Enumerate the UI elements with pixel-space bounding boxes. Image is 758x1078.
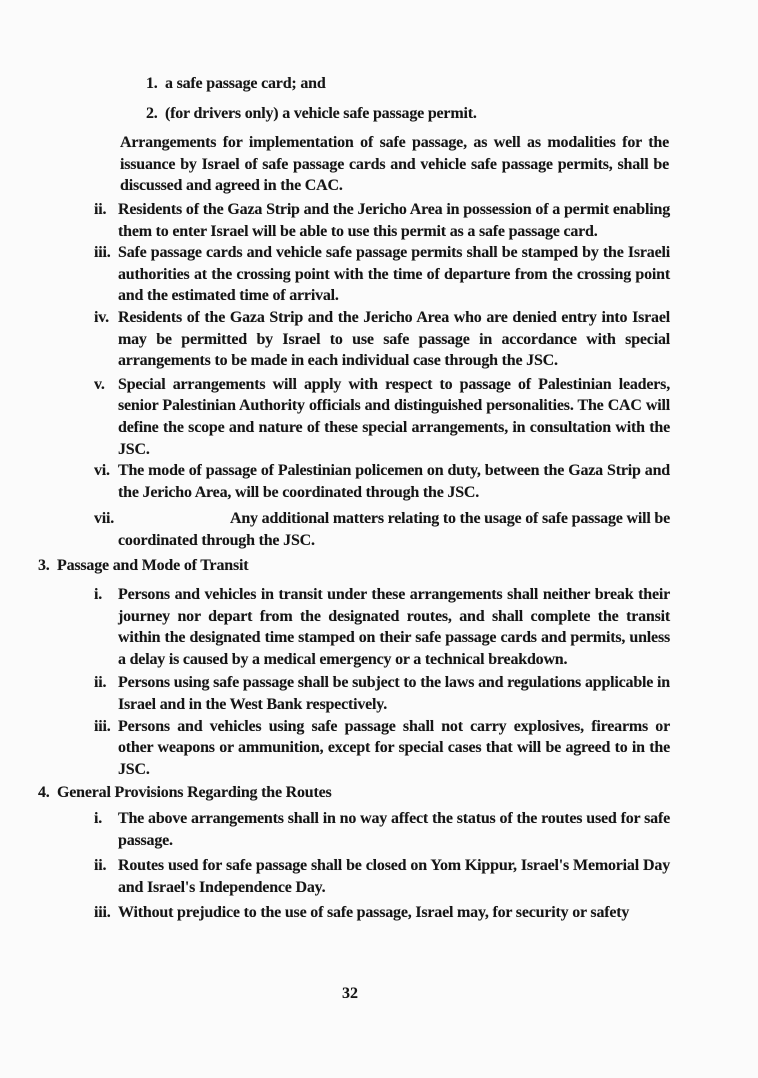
section-3-heading bbox=[38, 555, 758, 577]
list-marker: iii. bbox=[94, 244, 111, 262]
numbered-item-text: (for drivers only) a vehicle safe passage permit. bbox=[165, 104, 477, 122]
list-marker: i. bbox=[94, 586, 103, 604]
list-marker: iii. bbox=[94, 904, 111, 922]
roman-item-vi bbox=[94, 460, 670, 503]
roman-item-text: The mode of passage of Palestinian policemen on duty, between the Gaza Strip and the Jericho Area, will be coordinated through the JSC. bbox=[118, 462, 670, 501]
roman-item-text: Any additional matters relating to the usage of safe passage will be coordinated through the JSC. bbox=[118, 510, 670, 549]
roman-item-text: Persons and vehicles in transit under these arrangements shall neither break their journey nor depart from the designated routes, and shall complete the transit within the designated time stamped on their safe passage cards and permits, unless a delay is caused by a medical emergency or a technical breakdown. bbox=[118, 586, 670, 668]
list-marker: vi. bbox=[94, 462, 110, 480]
section-3-item-iii bbox=[94, 716, 670, 781]
list-marker: iii. bbox=[94, 717, 111, 735]
list-marker: iv. bbox=[94, 308, 109, 326]
roman-item-text: Routes used for safe passage shall be closed on Yom Kippur, Israel's Memorial Day and Israel's Independence Day. bbox=[118, 857, 670, 896]
section-3-item-ii bbox=[94, 672, 670, 715]
roman-item-vii bbox=[94, 508, 670, 551]
section-marker: 3. bbox=[38, 557, 50, 575]
numbered-item-text: a safe passage card; and bbox=[165, 75, 326, 92]
list-marker: 2. bbox=[146, 104, 158, 122]
section-3-item-i bbox=[94, 584, 670, 670]
roman-item-iii bbox=[94, 242, 670, 307]
section-marker: 4. bbox=[38, 784, 50, 802]
roman-item-ii bbox=[94, 199, 670, 242]
list-marker: i. bbox=[94, 810, 103, 827]
list-marker: 1. bbox=[146, 75, 158, 92]
section-4-item-ii bbox=[94, 855, 670, 898]
numbered-item-2 bbox=[146, 103, 635, 125]
roman-item-text: The above arrangements shall in no way affect the status of the routes used for safe passage. bbox=[118, 810, 670, 849]
section-4-heading bbox=[38, 782, 758, 804]
list-marker: ii. bbox=[94, 200, 107, 218]
roman-item-iv bbox=[94, 307, 670, 372]
list-marker: ii. bbox=[94, 674, 107, 692]
section-title: Passage and Mode of Transit bbox=[57, 557, 249, 575]
roman-item-text: Persons and vehicles using safe passage shall not carry explosives, firearms or other weapons or ammunition, except for special cases that will be agreed to in the JSC. bbox=[118, 717, 670, 778]
section-4-item-i bbox=[94, 808, 670, 851]
page-content bbox=[0, 73, 758, 924]
roman-item-text: Without prejudice to the use of safe passage, Israel may, for security or safety bbox=[118, 904, 630, 922]
roman-item-text: Residents of the Gaza Strip and the Jericho Area who are denied entry into Israel may be permitted by Israel to use safe passage in accordance with special arrangements to be made in each individual case through the JSC. bbox=[118, 308, 670, 370]
roman-item-text: Special arrangements will apply with respect to passage of Palestinian leaders, senior Palestinian Authority officials and distinguished personalities. The CAC will define the scope and nature of these special arrangements, in consultation with the JSC. bbox=[118, 375, 670, 458]
page-number: 32 bbox=[342, 985, 358, 1002]
numbered-item-1 bbox=[146, 73, 635, 95]
roman-item-text: Safe passage cards and vehicle safe passage permits shall be stamped by the Israeli authorities at the crossing point with the time of departure from the crossing point and the estimated time of arrival. bbox=[118, 244, 670, 305]
roman-item-text: Persons using safe passage shall be subject to the laws and regulations applicable in Israel and in the West Bank respectively. bbox=[118, 674, 670, 714]
section-title: General Provisions Regarding the Routes bbox=[57, 784, 332, 802]
list-marker: ii. bbox=[94, 857, 107, 875]
section-4-item-iii bbox=[94, 902, 670, 924]
list-marker: v. bbox=[94, 375, 105, 393]
list-marker: vii. bbox=[94, 510, 115, 528]
roman-item-text: Residents of the Gaza Strip and the Jericho Area in possession of a permit enabling them to enter Israel will be able to use this permit as a safe passage card. bbox=[118, 200, 670, 240]
roman-item-v bbox=[94, 374, 670, 460]
closing-paragraph: Arrangements for implementation of safe passage, as well as modalities for the issuance by Israel of safe passage cards and vehicle safe passage permits, shall be discussed and agreed in the CAC. bbox=[120, 134, 669, 195]
